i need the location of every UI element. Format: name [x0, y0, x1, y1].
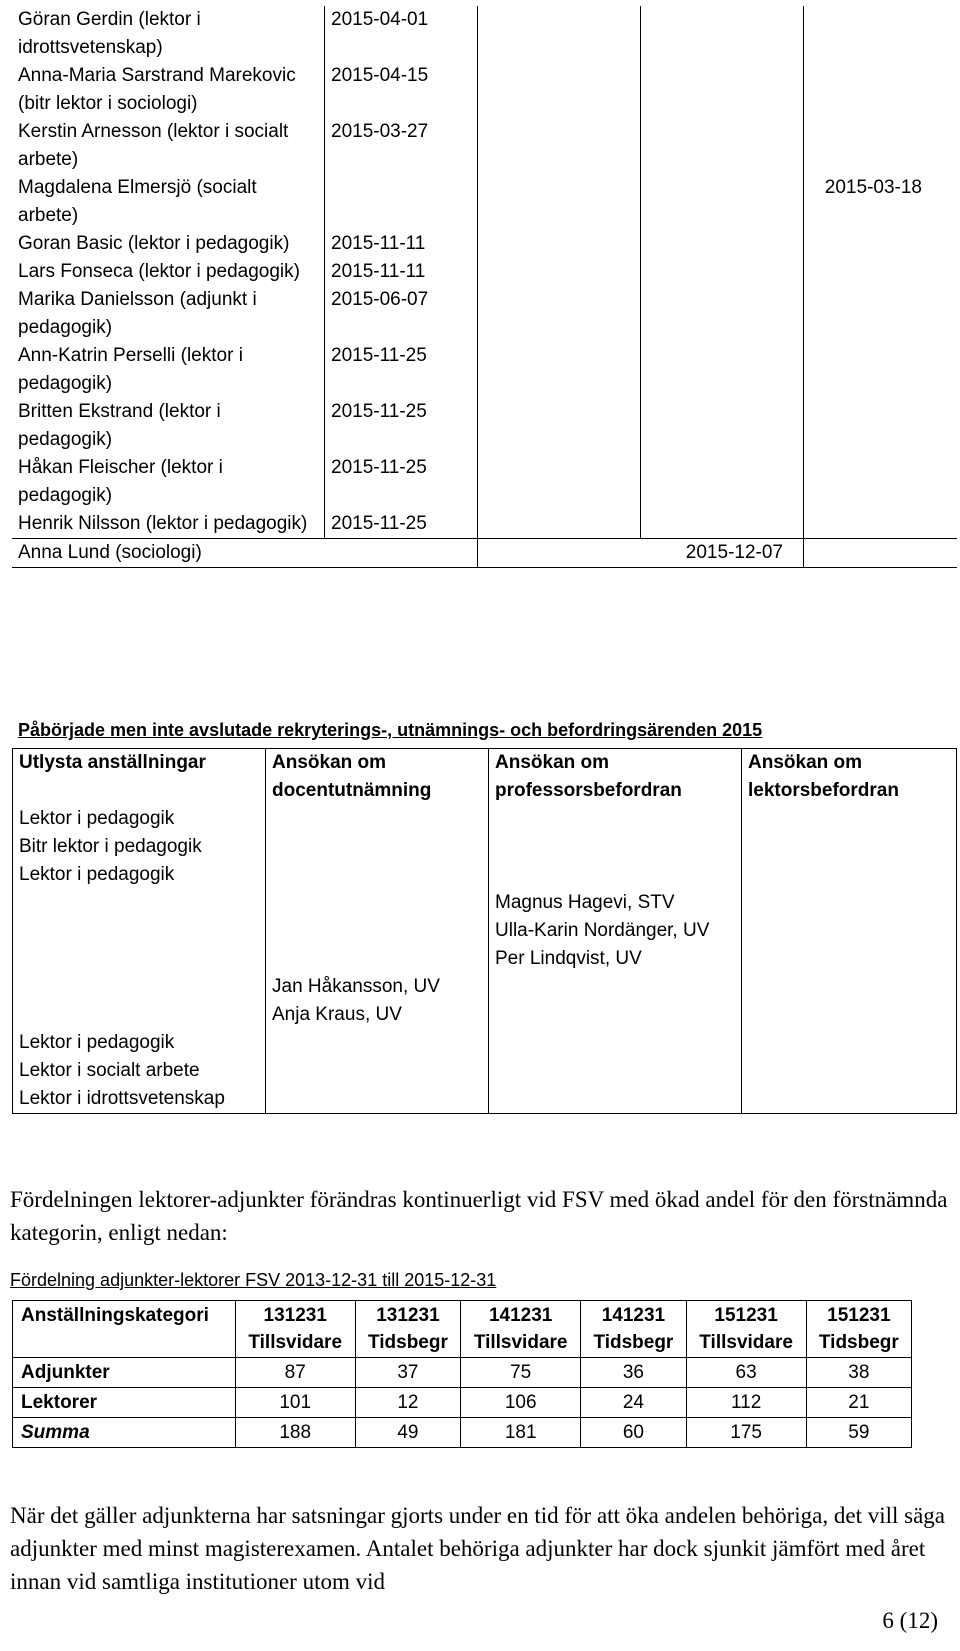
table-cell	[13, 1001, 266, 1029]
table-cell: Bitr lektor i pedagogik	[13, 833, 266, 861]
table-row	[12, 510, 957, 539]
table-cell	[489, 1057, 742, 1085]
column-header	[806, 1301, 911, 1358]
table-row	[12, 118, 957, 174]
table-row	[12, 539, 957, 568]
person-name: Anna Lund (sociologi)	[12, 539, 478, 568]
date-cell: 2015-11-25	[325, 510, 478, 539]
table-row	[13, 1057, 957, 1085]
row-label: Summa	[13, 1418, 236, 1448]
column-header: Anställningskategori	[13, 1301, 236, 1358]
date-cell: 2015-11-25	[325, 342, 478, 398]
row-label: Adjunkter	[13, 1358, 236, 1388]
table-cell: Lektor i pedagogik	[13, 1029, 266, 1057]
appointments-table	[12, 6, 957, 568]
date-cell	[804, 258, 958, 286]
table-row	[13, 889, 957, 917]
person-name: Henrik Nilsson (lektor i pedagogik)	[12, 510, 325, 539]
table-cell: Lektor i idrottsvetenskap	[13, 1085, 266, 1114]
table-row	[13, 1085, 957, 1114]
recruitment-table	[12, 748, 957, 1114]
table-cell	[489, 805, 742, 833]
table-cell	[489, 1029, 742, 1057]
table-cell: 38	[806, 1358, 911, 1388]
table-row	[13, 805, 957, 833]
table-row	[13, 861, 957, 889]
appointments-table-body	[12, 6, 957, 568]
date-cell	[804, 398, 958, 454]
date-cell: 2015-04-15	[325, 62, 478, 118]
date-cell	[804, 230, 958, 258]
column-header: Ansökan om docentutnämning	[266, 749, 489, 806]
table-cell: 87	[235, 1358, 355, 1388]
table-cell	[266, 1057, 489, 1085]
date-cell: 2015-11-25	[325, 398, 478, 454]
table-cell	[489, 1085, 742, 1114]
column-header	[235, 1301, 355, 1358]
table-row	[12, 174, 957, 230]
distribution-table	[12, 1300, 912, 1448]
table-row	[13, 1388, 912, 1418]
table-cell: 181	[461, 1418, 581, 1448]
table-row	[13, 973, 957, 1001]
date-cell	[804, 6, 958, 62]
date-cell	[804, 454, 958, 510]
table-cell: Anja Kraus, UV	[266, 1001, 489, 1029]
date-cell	[804, 342, 958, 398]
table-cell	[266, 889, 489, 917]
table-cell: Ulla-Karin Nordänger, UV	[489, 917, 742, 945]
column-header: Ansökan om lektorsbefordran	[742, 749, 957, 806]
header-date: 131231	[263, 1305, 327, 1326]
person-name: Britten Ekstrand (lektor i pedagogik)	[12, 398, 325, 454]
person-name: Lars Fonseca (lektor i pedagogik)	[12, 258, 325, 286]
column-header: Ansökan om professorsbefordran	[489, 749, 742, 806]
table-cell	[13, 889, 266, 917]
body-paragraph: När det gäller adjunkterna har satsningar gjorts under en tid för att öka andelen behöriga, det vill säga adjunkter med minst magisterexamen. Antalet behöriga adjunkter har dock sjunkit jämfört med året innan vid samtliga institutioner utom vid	[10, 1503, 946, 1594]
date-cell: 2015-11-11	[325, 230, 478, 258]
table-cell: 112	[686, 1388, 806, 1418]
table-cell	[742, 1001, 957, 1029]
table-cell: 188	[235, 1418, 355, 1448]
date-cell: 2015-03-27	[325, 118, 478, 174]
column-header	[686, 1301, 806, 1358]
person-name: Goran Basic (lektor i pedagogik)	[12, 230, 325, 258]
table-row	[12, 398, 957, 454]
header-type: Tillsvidare	[699, 1332, 793, 1353]
header-type: Tidsbegr	[818, 1332, 899, 1353]
header-type: Tidsbegr	[367, 1332, 448, 1353]
table-cell	[489, 973, 742, 1001]
table-cell	[742, 917, 957, 945]
table-cell: Per Lindqvist, UV	[489, 945, 742, 973]
table-cell	[266, 1085, 489, 1114]
date-cell: 2015-03-18	[824, 177, 922, 198]
table-cell: 36	[581, 1358, 686, 1388]
column-header	[581, 1301, 686, 1358]
header-row	[13, 749, 957, 806]
table-cell: Lektor i pedagogik	[13, 805, 266, 833]
table-cell	[266, 1029, 489, 1057]
table-cell	[742, 1057, 957, 1085]
table-cell: 12	[355, 1388, 460, 1418]
header-type: Tillsvidare	[248, 1332, 343, 1353]
recruitment-table-head	[13, 749, 957, 806]
date-cell	[804, 118, 958, 174]
date-cell: 2015-11-25	[325, 454, 478, 510]
page-number: 6 (12)	[882, 1608, 938, 1633]
column-header	[461, 1301, 581, 1358]
table-cell	[742, 945, 957, 973]
table-row	[12, 258, 957, 286]
person-name: Kerstin Arnesson (lektor i socialt arbete)	[12, 118, 325, 174]
table-cell: 21	[806, 1388, 911, 1418]
table-cell	[266, 833, 489, 861]
person-name: Håkan Fleischer (lektor i pedagogik)	[12, 454, 325, 510]
table-cell	[489, 833, 742, 861]
person-name: Magdalena Elmersjö (socialt arbete)	[12, 174, 325, 230]
table-row	[12, 6, 957, 62]
table-cell: 106	[461, 1388, 581, 1418]
header-type: Tillsvidare	[473, 1332, 568, 1353]
body-paragraph: Fördelningen lektorer-adjunkter förändras kontinuerligt vid FSV med ökad andel för den förstnämnda kategorin, enligt nedan:	[10, 1187, 948, 1245]
table-cell	[13, 973, 266, 1001]
table-row	[13, 1029, 957, 1057]
header-date: 151231	[827, 1305, 891, 1326]
table-cell	[742, 1029, 957, 1057]
table-cell	[742, 861, 957, 889]
header-date: 131231	[376, 1305, 440, 1326]
table-cell: Lektor i socialt arbete	[13, 1057, 266, 1085]
table-cell: Magnus Hagevi, STV	[489, 889, 742, 917]
table-cell: 24	[581, 1388, 686, 1418]
person-name: Anna-Maria Sarstrand Marekovic (bitr lektor i sociologi)	[12, 62, 325, 118]
table-cell	[742, 805, 957, 833]
table-cell: Jan Håkansson, UV	[266, 973, 489, 1001]
table-row	[13, 945, 957, 973]
table-row	[13, 1358, 912, 1388]
distribution-table-body	[13, 1358, 912, 1448]
person-name: Ann-Katrin Perselli (lektor i pedagogik)	[12, 342, 325, 398]
table-cell	[489, 861, 742, 889]
date-cell	[804, 62, 958, 118]
header-type: Tidsbegr	[593, 1332, 674, 1353]
header-date: 151231	[714, 1305, 778, 1326]
date-cell: 2015-04-01	[325, 6, 478, 62]
header-date: 141231	[488, 1305, 553, 1326]
recruitment-table-body	[13, 805, 957, 1114]
table-cell	[266, 917, 489, 945]
table-row	[12, 454, 957, 510]
row-label: Lektorer	[13, 1388, 236, 1418]
table-row	[13, 917, 957, 945]
date-cell: 2015-12-07	[478, 539, 804, 568]
table-cell: 63	[686, 1358, 806, 1388]
table-cell: 101	[235, 1388, 355, 1418]
column-header	[355, 1301, 460, 1358]
date-cell: 2015-11-11	[325, 258, 478, 286]
table-cell: Lektor i pedagogik	[13, 861, 266, 889]
date-cell	[804, 510, 958, 539]
table-row	[12, 230, 957, 258]
header-row	[13, 1301, 912, 1358]
person-name: Marika Danielsson (adjunkt i pedagogik)	[12, 286, 325, 342]
table-row	[12, 342, 957, 398]
person-name: Göran Gerdin (lektor i idrottsvetenskap)	[12, 6, 325, 62]
table-cell	[742, 973, 957, 1001]
table-cell: 37	[355, 1358, 460, 1388]
table-cell: 59	[806, 1418, 911, 1448]
table-cell	[489, 1001, 742, 1029]
header-date: 141231	[601, 1305, 666, 1326]
table-cell	[742, 1085, 957, 1114]
table-cell	[742, 889, 957, 917]
table-cell	[742, 833, 957, 861]
table-cell	[13, 917, 266, 945]
table-row	[13, 833, 957, 861]
table-row	[12, 62, 957, 118]
date-cell: 2015-06-07	[325, 286, 478, 342]
distribution-title: Fördelning adjunkter-lektorer FSV 2013-12-31 till 2015-12-31	[10, 1270, 497, 1290]
table-row	[12, 286, 957, 342]
table-cell	[266, 861, 489, 889]
table-cell: 75	[461, 1358, 581, 1388]
date-cell	[325, 174, 478, 230]
table-cell: 49	[355, 1418, 460, 1448]
table-cell	[13, 945, 266, 973]
section-title: Påbörjade men inte avslutade rekryterings-, utnämnings- och befordringsärenden 2015	[18, 720, 763, 740]
date-cell	[804, 286, 958, 342]
table-cell: 60	[581, 1418, 686, 1448]
table-cell	[266, 945, 489, 973]
table-row	[13, 1418, 912, 1448]
table-row	[13, 1001, 957, 1029]
table-cell: 175	[686, 1418, 806, 1448]
distribution-table-head	[13, 1301, 912, 1358]
column-header: Utlysta anställningar	[13, 749, 266, 806]
table-cell	[266, 805, 489, 833]
